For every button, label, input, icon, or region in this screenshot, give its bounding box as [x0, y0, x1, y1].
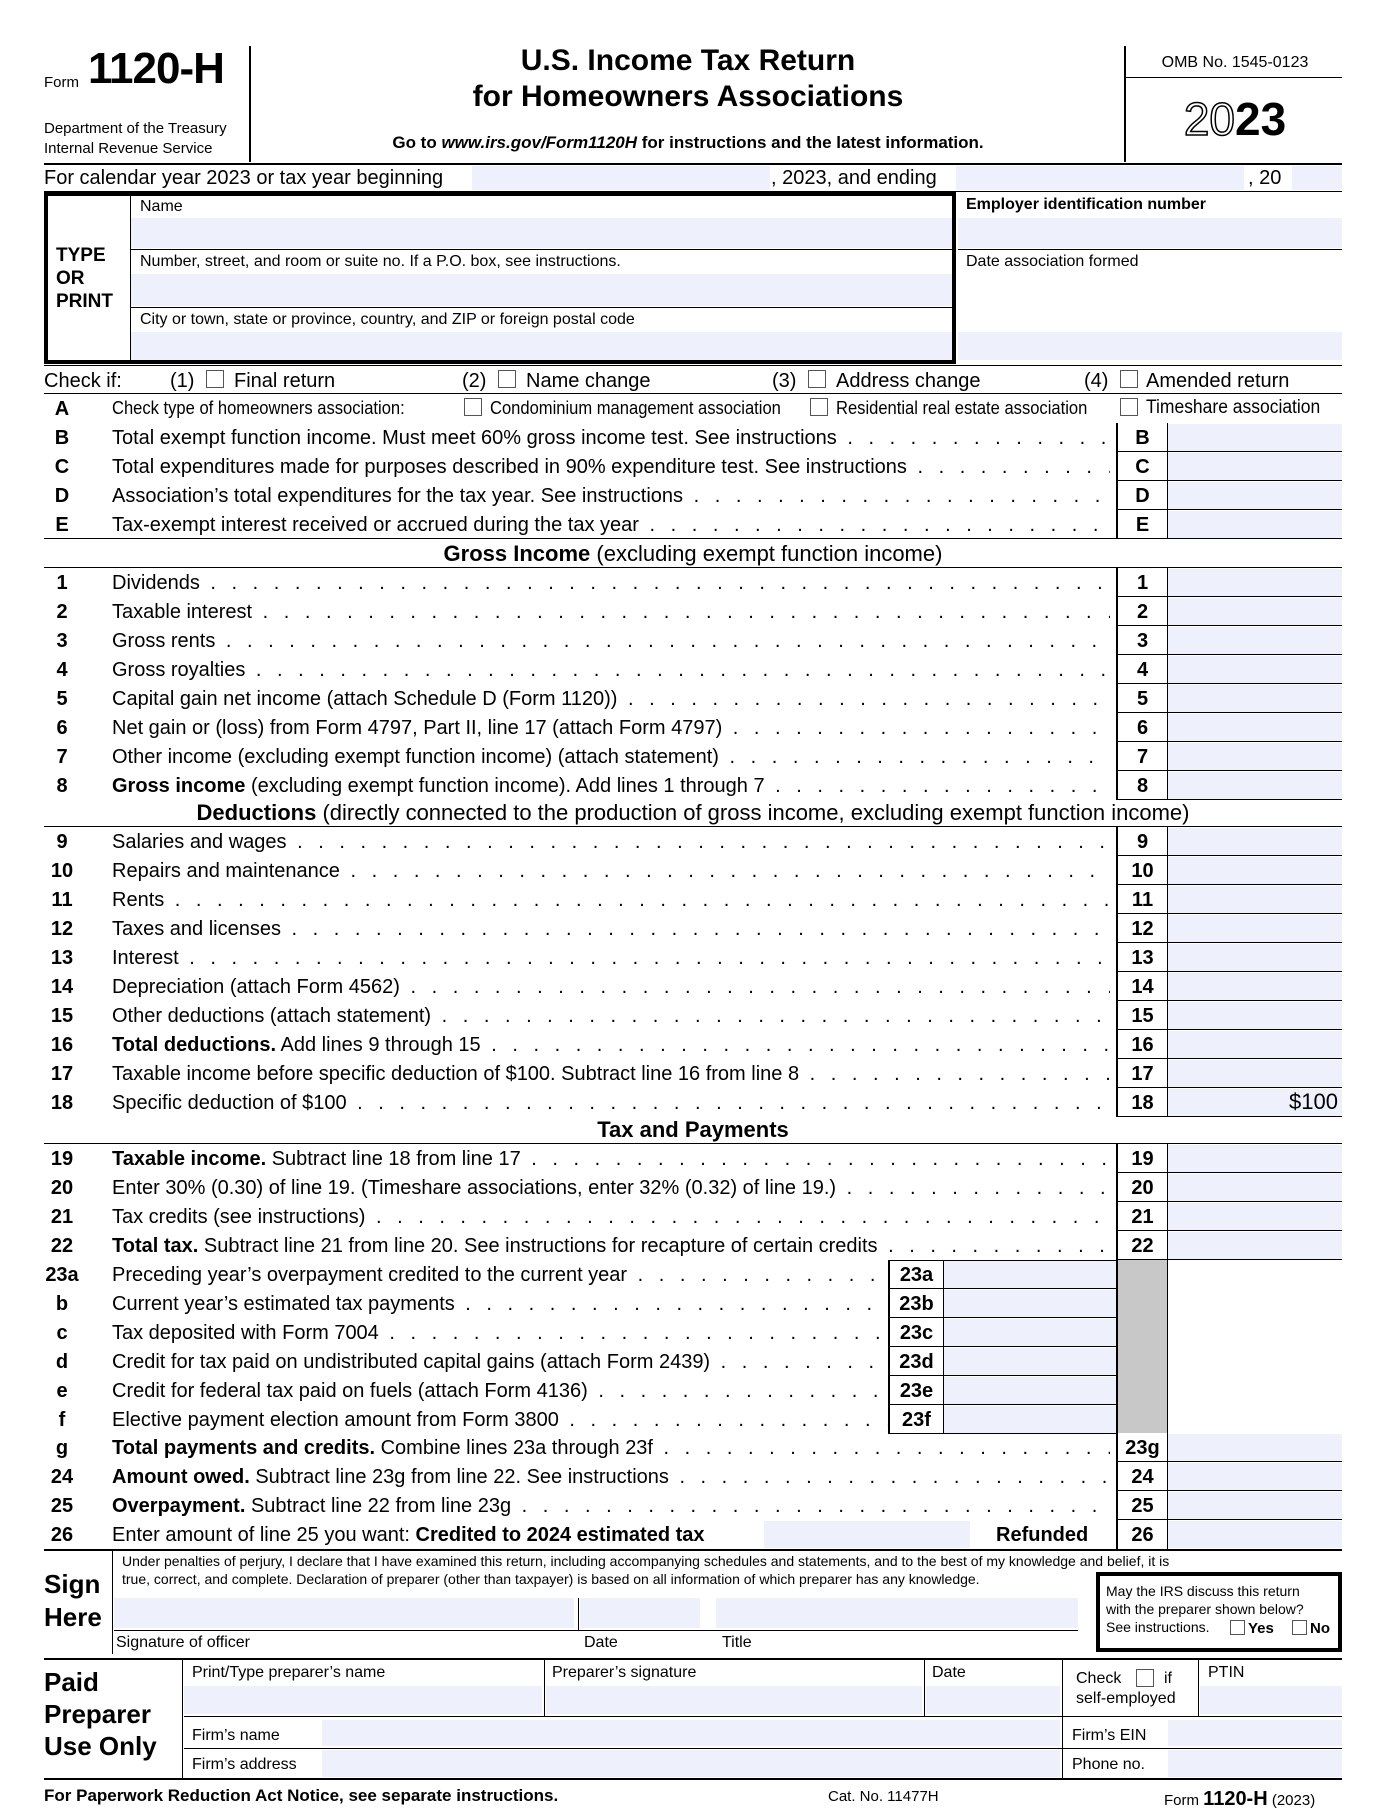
line-23d-row — [0, 1347, 1378, 1376]
line-8-amount-input[interactable] — [1168, 772, 1342, 799]
name-label: Name — [140, 198, 183, 215]
line-b-row — [0, 423, 1378, 452]
name-input[interactable] — [131, 218, 952, 248]
line-13-amount-input[interactable] — [1168, 944, 1342, 971]
tax-year-end-label: , 20 — [1248, 167, 1282, 189]
timeshare-label: Timeshare association — [1146, 397, 1321, 418]
tax-year-end-input[interactable] — [956, 166, 1244, 190]
line-23f-amount-input[interactable] — [944, 1406, 1116, 1433]
line-number: 13 — [50, 947, 74, 969]
line-23c-row — [0, 1318, 1378, 1347]
self-employed-checkbox[interactable] — [1136, 1669, 1154, 1687]
line-number: g — [55, 1437, 69, 1459]
line-14-row — [0, 972, 1378, 1001]
amended-return-checkbox[interactable] — [1120, 370, 1138, 388]
line-number: 19 — [50, 1148, 74, 1170]
line-description: Tax deposited with Form 7004 . . . — [112, 1322, 888, 1345]
line-22-row — [0, 1231, 1378, 1260]
line-description: Taxable income. Subtract line 18 from line 17 . . . — [112, 1148, 1110, 1171]
tax-year-end-yy-input[interactable] — [1292, 166, 1342, 190]
line-7-row — [0, 742, 1378, 771]
line-box-label: 23a — [888, 1260, 944, 1289]
line-1-row — [0, 568, 1378, 597]
line-box-label: 3 — [1116, 626, 1168, 655]
final-return-label: Final return — [234, 370, 336, 392]
line-23g-row — [0, 1433, 1378, 1462]
line-number: 24 — [50, 1466, 74, 1488]
condominium-label: Condominium management association — [490, 398, 781, 418]
line-17-row — [0, 1059, 1378, 1088]
line-number: 3 — [56, 630, 68, 652]
line-12-row — [0, 914, 1378, 943]
refunded-label: Refunded — [996, 1524, 1089, 1546]
perjury-line1: Under penalties of perjury, I declare that I have examined this return, including accompanying schedules and statements, and to the best of my knowledge and belief, it is — [122, 1553, 1170, 1569]
line-24-row — [0, 1462, 1378, 1491]
line-description: Overpayment. Subtract line 22 from line 23g . . . — [112, 1495, 1110, 1518]
catalog-number: Cat. No. 11477H — [828, 1788, 939, 1805]
address-change-label: Address change — [836, 370, 981, 392]
line-box-label: 8 — [1116, 771, 1168, 800]
line-box-label: 20 — [1116, 1173, 1168, 1202]
final-return-checkbox[interactable] — [206, 370, 224, 388]
line-description: Amount owed. Subtract line 23g from line 22. See instructions . . . — [112, 1466, 1110, 1489]
sign-here-title: Sign Here — [44, 1569, 102, 1632]
line-description: Interest . . . — [112, 947, 1110, 970]
line-box-label: 13 — [1116, 943, 1168, 972]
line-description: Association’s total expenditures for the tax year. See instructions . . . — [112, 485, 1110, 508]
line-number: 25 — [50, 1495, 74, 1517]
line-description: Repairs and maintenance . . . — [112, 860, 1110, 883]
line-18-amount-input[interactable]: $100 — [1168, 1089, 1342, 1116]
address-change-checkbox[interactable] — [808, 370, 826, 388]
irs-url-link[interactable]: www.irs.gov/Form1120H — [441, 133, 638, 152]
date-formed-input[interactable] — [958, 332, 1342, 360]
discuss-yes-checkbox[interactable] — [1230, 1620, 1245, 1635]
firm-address-label: Firm’s address — [192, 1756, 297, 1773]
line-box-label: 18 — [1116, 1088, 1168, 1117]
firm-address-input[interactable] — [322, 1750, 1060, 1777]
line-23b-amount-input[interactable] — [944, 1290, 1116, 1317]
shaded-area — [1118, 1260, 1168, 1433]
form-title-line1: U.S. Income Tax Return — [520, 44, 856, 77]
line-23a-amount-input[interactable] — [944, 1261, 1116, 1288]
preparer-date-label: Date — [932, 1664, 966, 1681]
line-11-row — [0, 885, 1378, 914]
line-4-row — [0, 655, 1378, 684]
line-d-amount-input[interactable] — [1168, 482, 1342, 509]
condominium-checkbox[interactable] — [464, 398, 482, 416]
line-14-amount-input[interactable] — [1168, 973, 1342, 1000]
line-number: 12 — [50, 918, 74, 940]
line-box-label: 23e — [888, 1376, 944, 1405]
line-15-amount-input[interactable] — [1168, 1002, 1342, 1029]
line-box-label: 1 — [1116, 568, 1168, 597]
line-5-amount-input[interactable] — [1168, 685, 1342, 712]
line-number: 17 — [50, 1063, 74, 1085]
self-employed-label: self-employed — [1076, 1690, 1176, 1707]
line-b-amount-input[interactable] — [1168, 424, 1342, 451]
check-if-label: Check if: — [44, 370, 122, 392]
line-d-row — [0, 481, 1378, 510]
line-description: Gross rents . . . — [112, 630, 1110, 653]
line-number: C — [54, 456, 70, 478]
line-description: Taxable income before specific deduction of $100. Subtract line 16 from line 8 . . . — [112, 1063, 1110, 1086]
line-box-label: 5 — [1116, 684, 1168, 713]
line-box-label: 23g — [1116, 1433, 1168, 1462]
line-description: Total expenditures made for purposes described in 90% expenditure test. See instructions . . . — [112, 456, 1110, 479]
line-description: Enter 30% (0.30) of line 19. (Timeshare associations, enter 32% (0.32) of line 19.) . . . — [112, 1177, 1110, 1200]
deductions-heading: Deductions (directly connected to the production of gross income, excluding exempt function income) — [196, 800, 1190, 825]
line-number: b — [55, 1293, 69, 1315]
line-description: Credit for tax paid on undistributed capital gains (attach Form 2439) . . . — [112, 1351, 888, 1374]
line-5-row — [0, 684, 1378, 713]
line-description: Other income (excluding exempt function income) (attach statement) . . . — [112, 746, 1110, 769]
line-description: Current year’s estimated tax payments . . . — [112, 1293, 888, 1316]
line-number: 7 — [56, 746, 68, 768]
tax-year-begin-input[interactable] — [472, 166, 770, 190]
credited-estimated-tax-input[interactable] — [764, 1521, 970, 1548]
line-description: Total payments and credits. Combine lines 23a through 23f . . . — [112, 1437, 1110, 1460]
residential-label: Residential real estate association — [836, 398, 1088, 418]
line-21-row — [0, 1202, 1378, 1231]
street-input[interactable] — [131, 274, 952, 306]
line-box-label: 6 — [1116, 713, 1168, 742]
line-box-label: 15 — [1116, 1001, 1168, 1030]
ptin-input[interactable] — [1200, 1686, 1342, 1714]
line-box-label: 23f — [888, 1405, 944, 1434]
line-25-row — [0, 1491, 1378, 1520]
ptin-label: PTIN — [1208, 1664, 1245, 1681]
line-23b-row — [0, 1289, 1378, 1318]
line-description: Elective payment election amount from Form 3800 . . . — [112, 1409, 888, 1432]
preparer-name-label: Print/Type preparer’s name — [192, 1664, 386, 1681]
check-self-employed-label: Check — [1076, 1670, 1122, 1687]
line-17-amount-input[interactable] — [1168, 1060, 1342, 1087]
phone-label: Phone no. — [1072, 1756, 1145, 1773]
line-26-desc: Enter amount of line 25 you want: Credited to 2024 estimated tax — [112, 1524, 705, 1546]
line-9-amount-input[interactable] — [1168, 828, 1342, 855]
line-description: Preceding year’s overpayment credited to the current year . . . — [112, 1264, 888, 1287]
line-box-label: C — [1116, 452, 1168, 481]
firm-ein-input[interactable] — [1168, 1720, 1342, 1746]
line-description: Other deductions (attach statement) . . . — [112, 1005, 1110, 1028]
line-description: Tax-exempt interest received or accrued during the tax year . . . — [112, 514, 1110, 537]
line-number: 1 — [56, 572, 68, 594]
line-7-amount-input[interactable] — [1168, 743, 1342, 770]
line-number: 14 — [50, 976, 74, 998]
line-3-row — [0, 626, 1378, 655]
perjury-line2: true, correct, and complete. Declaration of preparer (other than taxpayer) is based on all information of which preparer has any knowledge. — [122, 1571, 980, 1587]
line-box-label: 22 — [1116, 1231, 1168, 1260]
gross-income-heading: Gross Income (excluding exempt function income) — [443, 541, 943, 566]
line-6-amount-input[interactable] — [1168, 714, 1342, 741]
discuss-no-checkbox[interactable] — [1292, 1620, 1307, 1635]
line-19-amount-input[interactable] — [1168, 1145, 1342, 1172]
tax-year: 2023 — [1183, 93, 1287, 145]
form-number: 1120-H — [88, 44, 224, 93]
line-box-label: 7 — [1116, 742, 1168, 771]
line-description: Tax credits (see instructions) . . . — [112, 1206, 1110, 1229]
header-divider-right — [1124, 46, 1126, 162]
line-c-amount-input[interactable] — [1168, 453, 1342, 480]
line-description: Total deductions. Add lines 9 through 15 . . . — [112, 1034, 1110, 1057]
line-description: Dividends . . . — [112, 572, 1110, 595]
tax-payments-heading: Tax and Payments — [597, 1117, 789, 1142]
ein-label: Employer identification number — [966, 196, 1207, 213]
line-box-label: D — [1116, 481, 1168, 510]
officer-signature-input[interactable] — [114, 1598, 574, 1628]
line-22-amount-input[interactable] — [1168, 1232, 1342, 1259]
line-23e-row — [0, 1376, 1378, 1405]
line-23a-row — [0, 1260, 1378, 1289]
line-description: Total exempt function income. Must meet 60% gross income test. See instructions . . . — [112, 427, 1110, 450]
form-word: Form — [44, 74, 79, 91]
line-10-amount-input[interactable] — [1168, 857, 1342, 884]
paperwork-notice: For Paperwork Reduction Act Notice, see separate instructions. — [44, 1786, 559, 1805]
line-box-label: 24 — [1116, 1462, 1168, 1491]
line-number: D — [54, 485, 70, 507]
line-e-amount-input[interactable] — [1168, 511, 1342, 538]
line-number: 15 — [50, 1005, 74, 1027]
line-description: Gross income (excluding exempt function income). Add lines 1 through 7 . . . — [112, 775, 1110, 798]
line-description: Credit for federal tax paid on fuels (attach Form 4136) . . . — [112, 1380, 888, 1403]
line-15-row — [0, 1001, 1378, 1030]
line-10-row — [0, 856, 1378, 885]
line-3-amount-input[interactable] — [1168, 627, 1342, 654]
line-number: B — [54, 427, 70, 449]
ein-input[interactable] — [958, 218, 1342, 248]
line-number: 10 — [50, 860, 74, 882]
line-box-label: 23d — [888, 1347, 944, 1376]
line-1-amount-input[interactable] — [1168, 569, 1342, 596]
paid-preparer-title: Paid Preparer Use Only — [44, 1667, 157, 1761]
line-description: Taxable interest . . . — [112, 601, 1110, 624]
line-number: 9 — [56, 831, 68, 853]
line-26-amount-input[interactable] — [1168, 1521, 1342, 1548]
line-box-label: 10 — [1116, 856, 1168, 885]
amended-return-label: Amended return — [1146, 370, 1290, 392]
line-box-label: 12 — [1116, 914, 1168, 943]
line-box-label: 2 — [1116, 597, 1168, 626]
line-number: 23a — [45, 1264, 79, 1286]
line-24-amount-input[interactable] — [1168, 1463, 1342, 1490]
line-box-label: 21 — [1116, 1202, 1168, 1231]
line-description: Depreciation (attach Form 4562) . . . — [112, 976, 1110, 999]
line-12-amount-input[interactable] — [1168, 915, 1342, 942]
line-23g-amount-input[interactable] — [1168, 1434, 1342, 1461]
line-23e-amount-input[interactable] — [944, 1377, 1116, 1404]
line-description: Total tax. Subtract line 21 from line 20. See instructions for recapture of certain credits . . . — [112, 1235, 1110, 1258]
line-box-label: B — [1116, 423, 1168, 452]
line-21-amount-input[interactable] — [1168, 1203, 1342, 1230]
officer-date-input[interactable] — [580, 1598, 700, 1628]
line-description: Rents . . . — [112, 889, 1110, 912]
line-number: 18 — [50, 1092, 74, 1114]
firm-name-input[interactable] — [322, 1720, 1060, 1746]
line-23d-amount-input[interactable] — [944, 1348, 1116, 1375]
line-box-label: 9 — [1116, 827, 1168, 856]
line-description: Capital gain net income (attach Schedule D (Form 1120)) . . . — [112, 688, 1110, 711]
street-label: Number, street, and room or suite no. If a P.O. box, see instructions. — [140, 253, 621, 270]
line-number: c — [56, 1322, 68, 1344]
line-number: f — [58, 1409, 66, 1431]
association-type-label: Check type of homeowners association: — [112, 398, 405, 418]
name-change-label: Name change — [526, 370, 651, 392]
type-or-print-label: TYPE OR PRINT — [56, 245, 113, 312]
dept-line1: Department of the Treasury — [44, 120, 227, 137]
line-description: Net gain or (loss) from Form 4797, Part II, line 17 (attach Form 4797) . . . — [112, 717, 1110, 740]
line-23c-amount-input[interactable] — [944, 1319, 1116, 1346]
line-23f-row — [0, 1405, 1378, 1434]
footer-form-label: Form 1120-H (2023) — [1164, 1788, 1316, 1810]
line-box-label: E — [1116, 510, 1168, 539]
line-box-label: 25 — [1116, 1491, 1168, 1520]
phone-input[interactable] — [1168, 1750, 1342, 1777]
line-6-row — [0, 713, 1378, 742]
line-box-label: 16 — [1116, 1030, 1168, 1059]
line-16-row — [0, 1030, 1378, 1059]
officer-title-label: Title — [722, 1634, 752, 1651]
line-13-row — [0, 943, 1378, 972]
line-box-label: 19 — [1116, 1144, 1168, 1173]
line-19-row — [0, 1144, 1378, 1173]
line-box-label: 14 — [1116, 972, 1168, 1001]
city-input[interactable] — [131, 332, 952, 360]
line-c-row — [0, 452, 1378, 481]
tax-year-mid-label: , 2023, and ending — [771, 167, 937, 189]
line-box-label: 11 — [1116, 885, 1168, 914]
line-number: 4 — [56, 659, 68, 681]
preparer-signature-label: Preparer’s signature — [552, 1664, 697, 1681]
officer-signature-label: Signature of officer — [116, 1634, 251, 1651]
preparer-date-input[interactable] — [926, 1686, 1060, 1714]
timeshare-checkbox[interactable] — [1120, 398, 1138, 416]
line-2-row — [0, 597, 1378, 626]
line-18-row — [0, 1088, 1378, 1117]
line-box-label: 23b — [888, 1289, 944, 1318]
residential-checkbox[interactable] — [810, 398, 828, 416]
discuss-yes-label: Yes — [1248, 1620, 1274, 1637]
city-label: City or town, state or province, country, and ZIP or foreign postal code — [140, 311, 635, 328]
date-formed-label: Date association formed — [966, 253, 1139, 270]
line-e-row — [0, 510, 1378, 539]
line-number: d — [55, 1351, 69, 1373]
line-description: Gross royalties . . . — [112, 659, 1110, 682]
line-26-row: 26 Enter amount of line 25 you want: Credited to 2024 estimated tax Refunded 26 — [0, 1520, 1378, 1549]
line-20-amount-input[interactable] — [1168, 1174, 1342, 1201]
discuss-no-label: No — [1310, 1620, 1330, 1637]
line-4-amount-input[interactable] — [1168, 656, 1342, 683]
line-number: 8 — [56, 775, 68, 797]
line-number: 16 — [50, 1034, 74, 1056]
line-25-amount-input[interactable] — [1168, 1492, 1342, 1519]
tax-year-begin-label: For calendar year 2023 or tax year beginning — [44, 167, 444, 189]
line-number: 11 — [51, 889, 73, 911]
line-number: 2 — [56, 601, 68, 623]
line-9-row — [0, 827, 1378, 856]
line-8-row — [0, 771, 1378, 800]
firm-name-label: Firm’s name — [192, 1727, 280, 1744]
firm-ein-label: Firm’s EIN — [1072, 1727, 1147, 1744]
dept-line2: Internal Revenue Service — [44, 140, 213, 157]
line-box-label: 4 — [1116, 655, 1168, 684]
omb-number: OMB No. 1545-0123 — [1161, 54, 1309, 71]
line-number: 22 — [50, 1235, 74, 1257]
line-20-row — [0, 1173, 1378, 1202]
name-change-checkbox[interactable] — [498, 370, 516, 388]
goto-instructions: Go to www.irs.gov/Form1120H for instructions and the latest information. — [392, 133, 984, 152]
line-2-amount-input[interactable] — [1168, 598, 1342, 625]
line-description: Specific deduction of $100 . . . — [112, 1092, 1110, 1115]
line-box-label: 17 — [1116, 1059, 1168, 1088]
line-description: Salaries and wages . . . — [112, 831, 1110, 854]
line-number: 6 — [56, 717, 68, 739]
officer-date-label: Date — [584, 1634, 618, 1651]
line-16-amount-input[interactable] — [1168, 1031, 1342, 1058]
line-box-label: 23c — [888, 1318, 944, 1347]
line-11-amount-input[interactable] — [1168, 886, 1342, 913]
form-title-line2: for Homeowners Associations — [472, 80, 904, 113]
line-description: Taxes and licenses . . . — [112, 918, 1110, 941]
line-number: 21 — [50, 1206, 74, 1228]
line-number: 20 — [50, 1177, 74, 1199]
line-number: e — [56, 1380, 68, 1402]
line-number: 5 — [56, 688, 68, 710]
preparer-name-input[interactable] — [184, 1686, 542, 1714]
officer-title-input[interactable] — [716, 1598, 1078, 1628]
preparer-signature-input[interactable] — [546, 1686, 922, 1714]
header-divider-left — [249, 46, 251, 162]
irs-discuss-box: May the IRS discuss this return with the preparer shown below? See instructions. Yes No — [1096, 1572, 1342, 1652]
line-number: E — [55, 514, 69, 536]
